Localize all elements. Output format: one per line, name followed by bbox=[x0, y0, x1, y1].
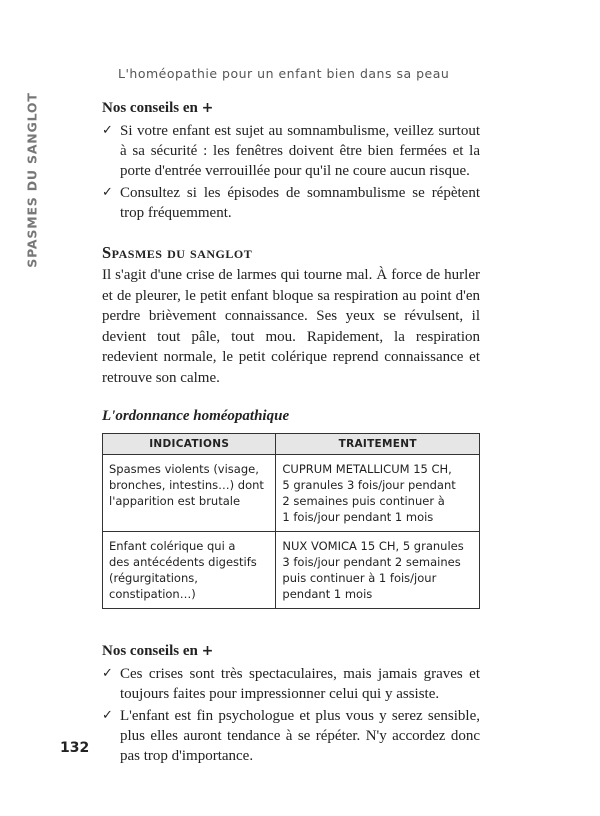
page-content bbox=[102, 100, 480, 768]
table-title: L'ordonnance homéopathique bbox=[102, 408, 290, 424]
advice-heading bbox=[102, 100, 480, 117]
running-header: L'homéopathie pour un enfant bien dans sa peau bbox=[118, 66, 450, 81]
plus-icon: + bbox=[201, 643, 214, 659]
page-number: 132 bbox=[60, 740, 90, 756]
treatment-cell: CUPRUM METALLICUM 15 CH, 5 granules 3 fois/jour pendant 2 semaines puis continuer à 1 fois/jour pendant 1 mois bbox=[276, 455, 480, 532]
check-icon: ✓ bbox=[102, 123, 113, 138]
plus-icon: + bbox=[201, 100, 214, 116]
advice-block-2 bbox=[102, 643, 480, 766]
check-icon: ✓ bbox=[102, 708, 113, 723]
list-item-text: Si votre enfant est sujet au somnambulisme, veillez surtout à sa sécurité : les fenêtres doivent être bien fermées et la porte d'entrée verrouillée pour qu'il ne coure aucun risque. bbox=[120, 123, 480, 179]
advice-heading-text: Nos conseils en bbox=[102, 100, 198, 116]
list-item bbox=[102, 121, 480, 181]
advice-list bbox=[102, 664, 480, 766]
indication-cell: Enfant colérique qui a des antécédents digestifs (régurgitations, constipation…) bbox=[103, 532, 276, 609]
check-icon: ✓ bbox=[102, 185, 113, 200]
list-item bbox=[102, 706, 480, 766]
section-paragraph: Il s'agit d'une crise de larmes qui tourne mal. À force de hurler et de pleurer, le petit enfant bloque sa respiration au point d'en perdre brièvement connaissance. Ses yeux se révulsent, il devient tout pâle, tout mou. Rapidement, la respiration redevient normale, le petit colérique reprend connaissance et retrouve son calme. bbox=[102, 267, 480, 386]
table-header-row bbox=[103, 434, 480, 455]
list-item bbox=[102, 183, 480, 223]
list-item-text: Ces crises sont très spectaculaires, mais jamais graves et toujours faites pour impressionner celui qui y assiste. bbox=[120, 666, 480, 702]
indication-cell: Spasmes violents (visage, bronches, intestins…) dont l'apparition est brutale bbox=[103, 455, 276, 532]
column-header-indications: INDICATIONS bbox=[103, 434, 276, 455]
side-tab-label: SPASMES DU SANGLOT bbox=[24, 92, 40, 268]
check-icon: ✓ bbox=[102, 666, 113, 681]
list-item-text: Consultez si les épisodes de somnambulisme se répètent trop fréquemment. bbox=[120, 185, 480, 221]
advice-heading-text: Nos conseils en bbox=[102, 643, 198, 659]
advice-block-1 bbox=[102, 100, 480, 223]
column-header-traitement: TRAITEMENT bbox=[276, 434, 480, 455]
section-title: Spasmes du sanglot bbox=[102, 243, 253, 262]
advice-heading bbox=[102, 643, 480, 660]
treatment-cell: NUX VOMICA 15 CH, 5 granules 3 fois/jour pendant 2 semaines puis continuer à 1 fois/jour pendant 1 mois bbox=[276, 532, 480, 609]
table-row bbox=[103, 455, 480, 532]
side-tab bbox=[20, 92, 44, 268]
table-row bbox=[103, 532, 480, 609]
list-item bbox=[102, 664, 480, 704]
advice-list bbox=[102, 121, 480, 223]
list-item-text: L'enfant est fin psychologue et plus vous y serez sensible, plus elles auront tendance à se répéter. N'y accordez donc pas trop d'importance. bbox=[120, 708, 480, 764]
prescription-table bbox=[102, 433, 480, 609]
